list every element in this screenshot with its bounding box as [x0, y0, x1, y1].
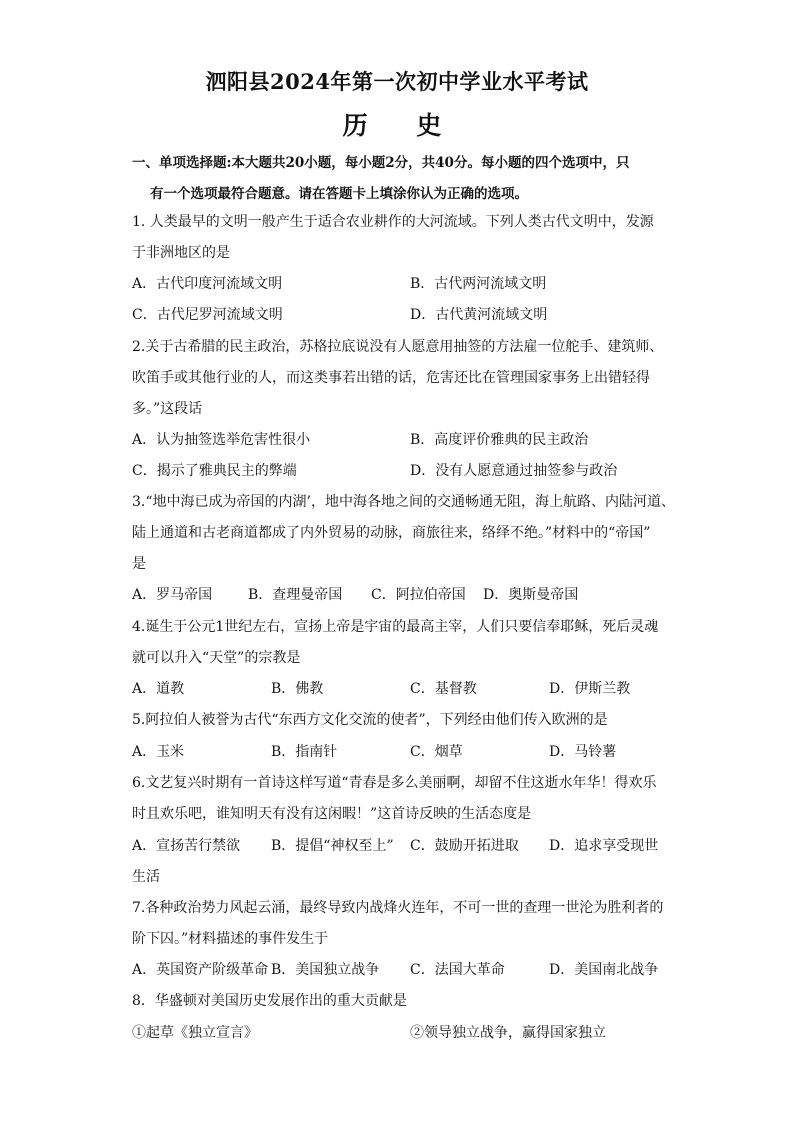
- q1-stem-line-1: 1. 人类最早的文明一般产生于适合农业耕作的大河流域。下列人类古代文明中，发源: [132, 214, 654, 230]
- q3-option-b: B．查理曼帝国: [248, 587, 343, 603]
- q6-stem-line-2: 时且欢乐吧，谁知明天有没有这闲暇！”这首诗反映的生活态度是: [132, 806, 532, 822]
- q5-option-a: A．玉米: [132, 744, 185, 760]
- q1-option-d: D．古代黄河流域文明: [410, 307, 548, 323]
- section-heading-line-1: 一、单项选择题:本大题共20小题，每小题2分，共40分。每小题的四个选项中，只: [132, 155, 630, 171]
- exam-title: 泗阳县2024年第一次初中学业水平考试: [205, 69, 589, 94]
- q2-stem-line-2: 吹笛手或其他行业的人，而这类事若出错的话，危害还比在管理国家事务上出错轻得: [132, 370, 650, 386]
- subject-title: 历 史: [342, 111, 462, 140]
- q6-option-b: B．提倡“神权至上”: [271, 838, 394, 854]
- q7-stem-line-1: 7.各种政治势力风起云涌，最终导致内战烽火连年，不可一世的查理一世沦为胜利者的: [132, 900, 664, 916]
- q7-option-b: B．美国独立战争: [271, 962, 380, 978]
- q5-option-d: D．马铃薯: [549, 744, 617, 760]
- q8-item-2: ②领导独立战争，赢得国家独立: [410, 1025, 606, 1041]
- q4-option-c: C．基督教: [410, 681, 477, 697]
- q8-stem-line-1: 8．华盛顿对美国历史发展作出的重大贡献是: [132, 993, 407, 1009]
- q4-option-d: D．伊斯兰教: [549, 681, 631, 697]
- section-heading-line-2: 有一个选项最符合题意。请在答题卡上填涂你认为正确的选项。: [150, 186, 528, 202]
- q2-option-b: B．高度评价雅典的民主政治: [410, 432, 589, 448]
- q5-option-b: B．指南针: [271, 744, 338, 760]
- q1-stem-line-2: 于非洲地区的是: [132, 245, 230, 261]
- q4-option-a: A．道教: [132, 681, 185, 697]
- q7-stem-line-2: 阶下囚。”材料描述的事件发生于: [132, 931, 329, 947]
- q6-option-c: C．鼓励开拓进取: [410, 838, 519, 854]
- q3-option-a: A．罗马帝国: [132, 587, 213, 603]
- q2-stem-line-1: 2.关于古希腊的民主政治，苏格拉底说没有人愿意用抽签的方法雇一位舵手、建筑师、: [132, 339, 664, 355]
- q6-option-a: A．宣扬苦行禁欲: [132, 838, 241, 854]
- q3-option-c: C．阿拉伯帝国: [371, 587, 466, 603]
- q5-option-c: C．烟草: [410, 744, 463, 760]
- section-heading: [132, 148, 672, 210]
- q3-stem-line-1: 3.“地中海已成为帝国的内湖’，地中海各地之间的交通畅通无阻，海上航路、内陆河道、: [132, 494, 675, 510]
- q4-stem-line-1: 4.诞生于公元1世纪左右，宣扬上帝是宇宙的最高主宰，人们只要信奉耶稣，死后灵魂: [132, 619, 659, 635]
- q1-option-b: B．古代两河流域文明: [410, 276, 547, 292]
- q5-stem-line-1: 5.阿拉伯人被誉为古代“东西方文化交流的使者”，下列经由他们传入欧洲的是: [132, 712, 608, 728]
- q1-option-a: A．古代印度河流域文明: [132, 276, 283, 292]
- q3-stem-line-3: 是: [132, 556, 146, 572]
- q1-option-c: C．古代尼罗河流域文明: [132, 307, 283, 323]
- q2-option-a: A．认为抽签选举危害性很小: [132, 432, 311, 448]
- q3-stem-line-2: 陆上通道和古老商道都成了内外贸易的动脉，商旅往来，络绎不绝。”材料中的“帝国”: [132, 525, 651, 541]
- q6-stem-line-1: 6.文艺复兴时期有一首诗这样写道“青春是多么美丽啊，却留不住这逝水年华！得欢乐: [132, 775, 657, 791]
- q2-stem-line-3: 多。”这段话: [132, 401, 203, 417]
- q8-item-1: ①起草《独立宣言》: [132, 1025, 258, 1041]
- q2-option-c: C．揭示了雅典民主的弊端: [132, 463, 297, 479]
- q4-stem-line-2: 就可以升入“天堂”的宗教是: [132, 650, 301, 666]
- q7-option-d: D．美国南北战争: [549, 962, 659, 978]
- q2-option-d: D．没有人愿意通过抽签参与政治: [410, 463, 618, 479]
- q3-option-d: D．奥斯曼帝国: [483, 587, 579, 603]
- q7-option-c: C．法国大革命: [410, 962, 505, 978]
- q4-option-b: B．佛教: [271, 681, 324, 697]
- q6-option-d: D．追求享受现世: [549, 838, 659, 854]
- q7-option-a: A．英国资产阶级革命: [132, 962, 269, 978]
- q6-option-d-continuation: 生活: [132, 869, 160, 885]
